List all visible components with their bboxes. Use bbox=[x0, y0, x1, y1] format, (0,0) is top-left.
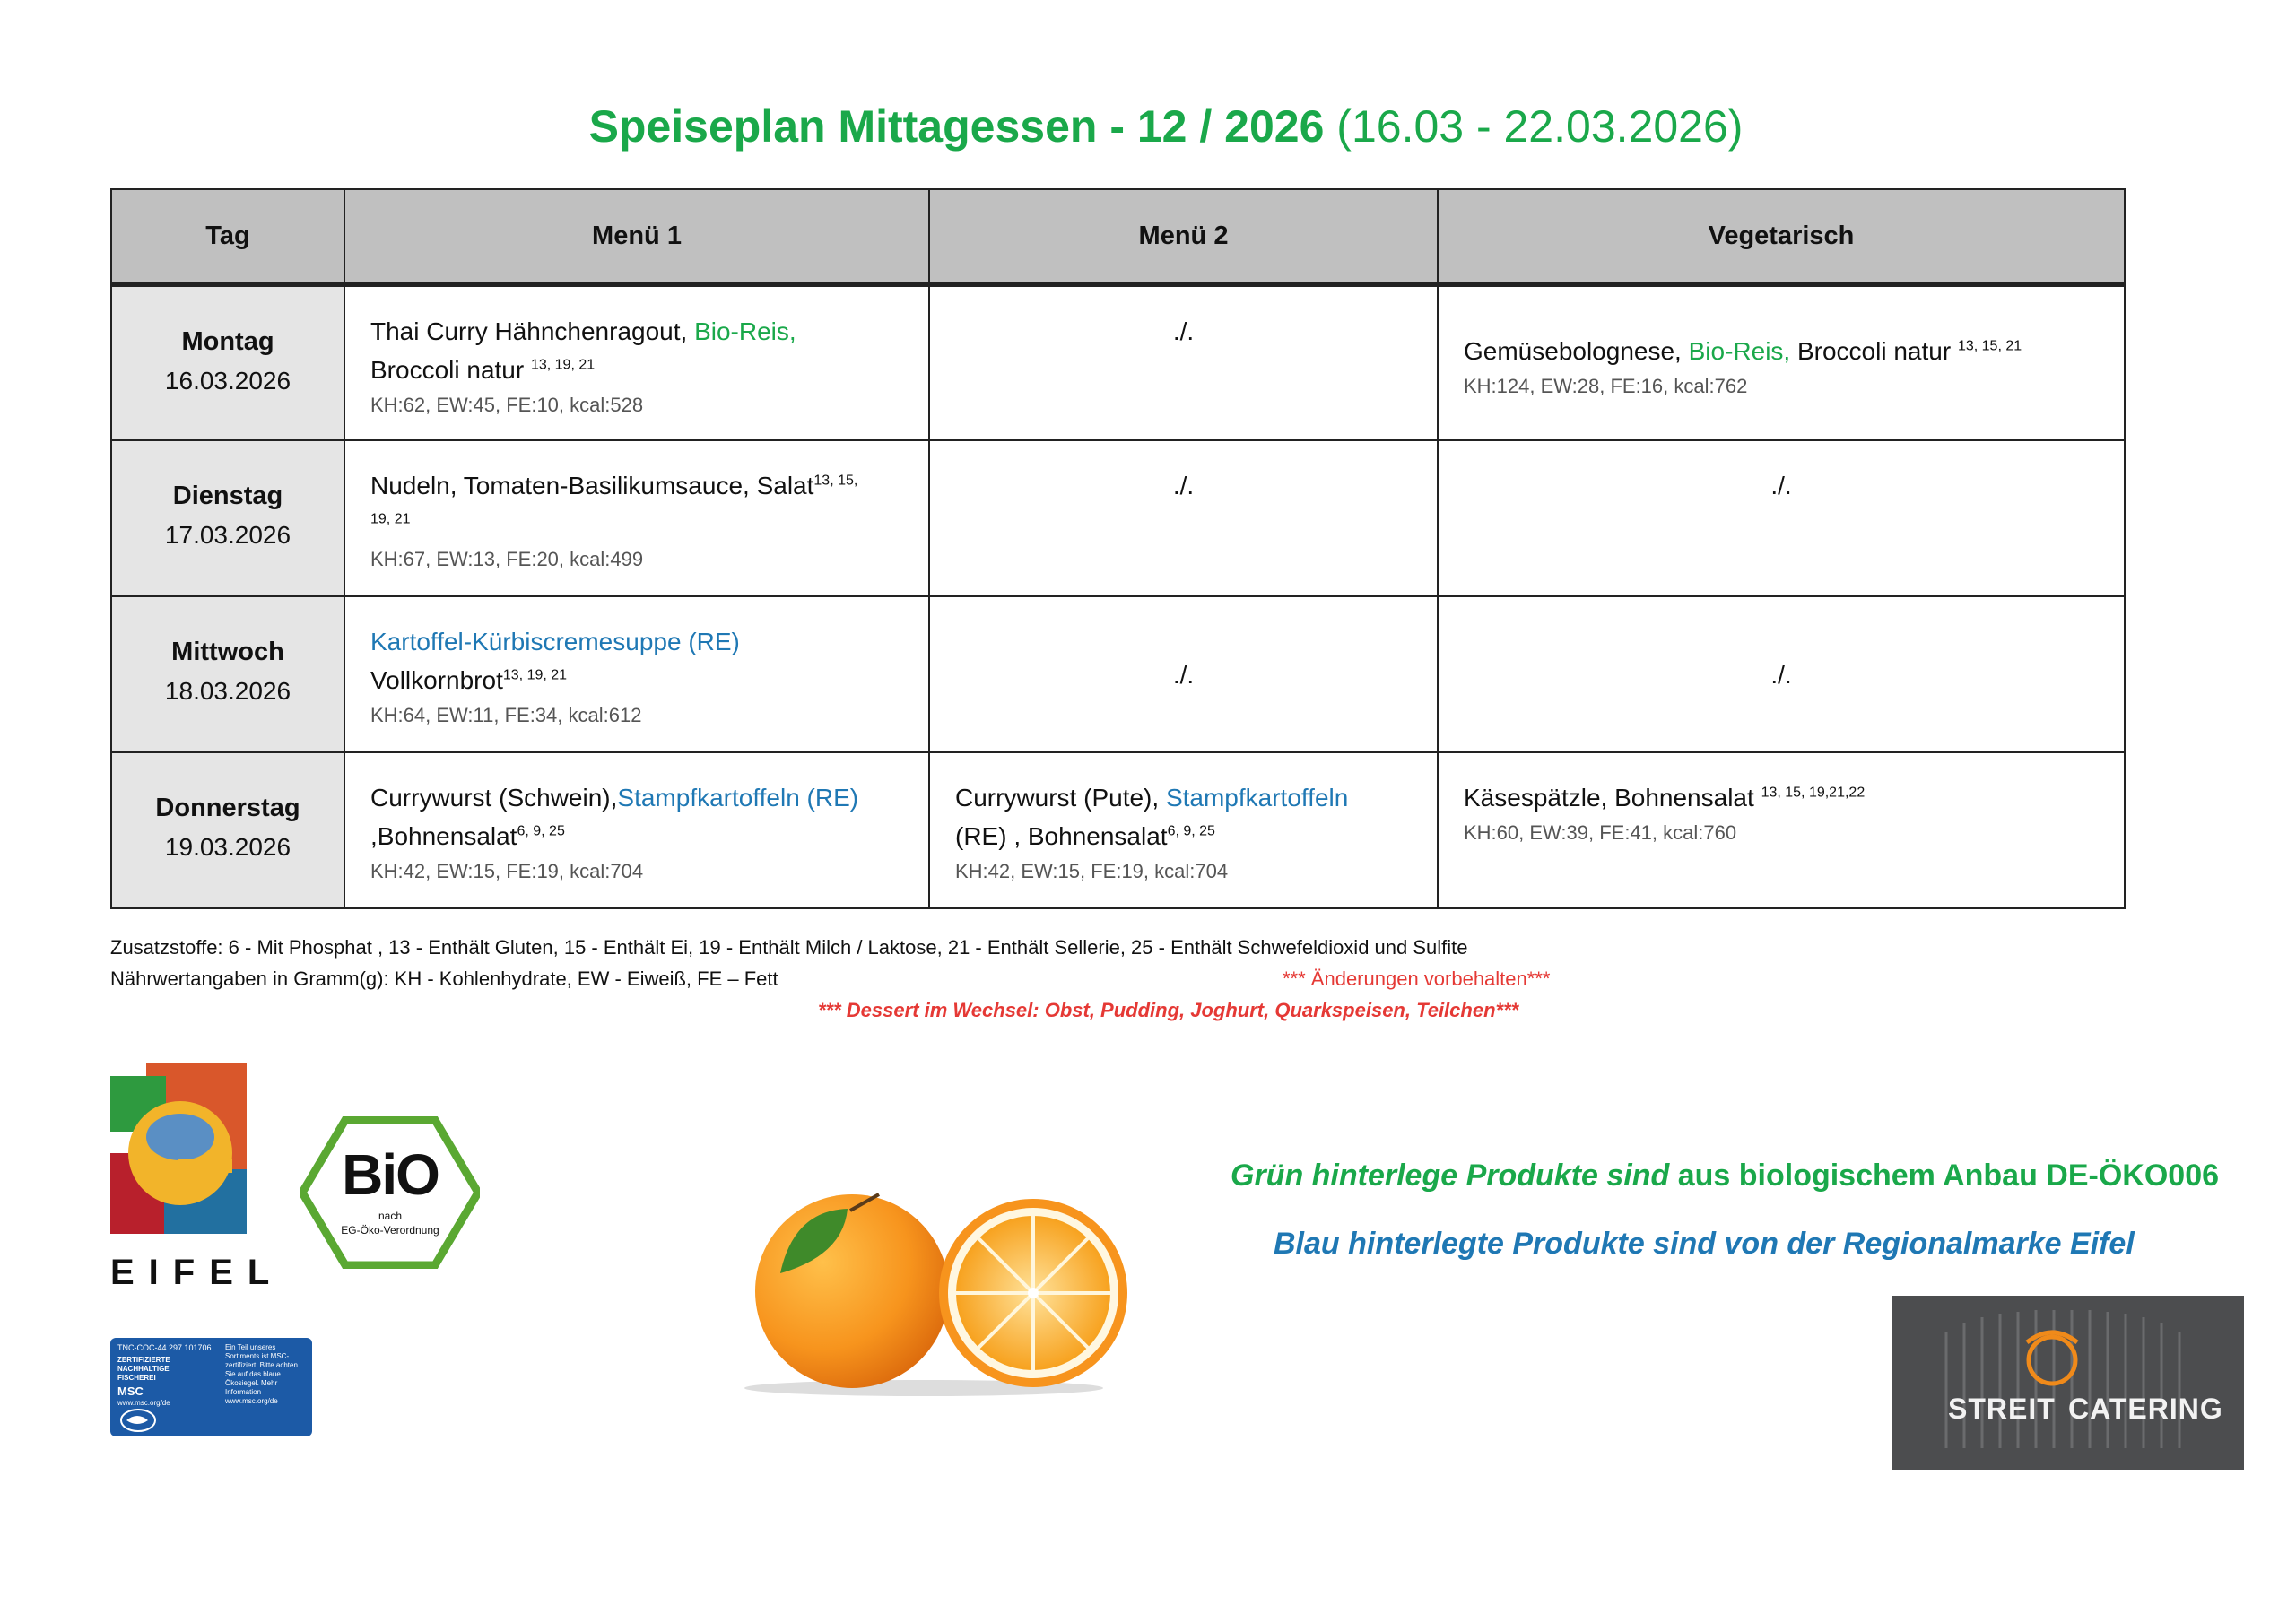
day-name: Mittwoch bbox=[171, 638, 284, 666]
nutrition-info: KH:124, EW:28, FE:16, kcal:762 bbox=[1464, 375, 1748, 397]
nutrition-info: KH:67, EW:13, FE:20, kcal:499 bbox=[370, 548, 644, 570]
header-vegetarian: Vegetarisch bbox=[1438, 189, 2125, 284]
nutrition-note: Nährwertangaben in Gramm(g): KH - Kohlenhydrate, EW - Eiweiß, FE – Fett bbox=[110, 968, 778, 990]
day-date: 17.03.2026 bbox=[164, 521, 291, 549]
dish-text: 19, 21 bbox=[370, 511, 411, 527]
day-name: Donnerstag bbox=[155, 794, 300, 822]
dish-text: Kartoffel-Kürbiscremesuppe (RE) bbox=[370, 628, 740, 655]
streit-text: STREIT bbox=[1948, 1393, 2056, 1425]
day-name: Montag bbox=[181, 327, 274, 356]
eifel-logo bbox=[110, 1063, 284, 1292]
menu2-cell: ./. bbox=[929, 440, 1438, 596]
bio-legend: Grün hinterlege Produkte sind aus biologischem Anbau DE-ÖKO006 bbox=[1231, 1159, 2220, 1193]
table-row bbox=[111, 284, 2125, 440]
msc-brand: MSC bbox=[117, 1384, 144, 1398]
header-menu1: Menü 1 bbox=[344, 189, 929, 284]
table-row bbox=[111, 596, 2125, 752]
msc-code: TNC-COC-44 297 101706 bbox=[117, 1343, 212, 1352]
vegetarian-cell bbox=[1438, 752, 2125, 908]
page-title: Speiseplan Mittagessen - 12 / 2026 (16.03 - 22.03.2026) bbox=[588, 101, 1744, 152]
table-row bbox=[111, 752, 2125, 908]
vegetarian-cell: ./. bbox=[1438, 440, 2125, 596]
dish-text: Thai Curry Hähnchenragout, Bio-Reis, bbox=[370, 317, 796, 345]
catering-text: CATERING bbox=[2068, 1393, 2223, 1425]
header-tag: Tag bbox=[111, 189, 344, 284]
bio-seal bbox=[300, 1116, 480, 1269]
menu1-cell bbox=[344, 440, 929, 596]
streit-catering-pattern bbox=[1892, 1296, 2244, 1470]
dish-text: Gemüsebolognese, Bio-Reis, Broccoli natur $^{13, 15, 21}$ bbox=[1464, 337, 2022, 365]
oranges-illustration bbox=[744, 1175, 1139, 1399]
eifel-logo-text: EIFEL bbox=[110, 1253, 284, 1292]
eifel-logo-graphic bbox=[110, 1063, 254, 1243]
dish-text: (RE) , Bohnensalat$^{6, 9, 25}$ bbox=[955, 822, 1215, 850]
bio-word: BiO bbox=[342, 1142, 439, 1207]
day-cell bbox=[111, 752, 344, 908]
streit-catering-logo bbox=[1892, 1296, 2244, 1470]
msc-fish-icon bbox=[119, 1408, 157, 1433]
msc-left-text: ZERTIFIZIERTE NACHHALTIGE FISCHEREI bbox=[117, 1356, 170, 1382]
vegetarian-cell: ./. bbox=[1438, 596, 2125, 752]
day-cell bbox=[111, 284, 344, 440]
regional-legend: Blau hinterlegte Produkte sind von der Regionalmarke Eifel bbox=[1274, 1227, 2135, 1261]
dessert-note: *** Dessert im Wechsel: Obst, Pudding, Joghurt, Quarkspeisen, Teilchen*** bbox=[818, 999, 1519, 1021]
dish-text: Vollkornbrot$^{13, 19, 21}$ bbox=[370, 666, 568, 694]
menu2-cell: ./. bbox=[929, 284, 1438, 440]
menu-table bbox=[110, 188, 2126, 909]
day-name: Dienstag bbox=[172, 482, 283, 510]
table-row bbox=[111, 440, 2125, 596]
msc-label bbox=[110, 1338, 312, 1436]
menu1-cell bbox=[344, 284, 929, 440]
day-date: 19.03.2026 bbox=[164, 833, 291, 861]
table-header-row bbox=[111, 189, 2125, 284]
nutrition-info: KH:42, EW:15, FE:19, kcal:704 bbox=[370, 860, 644, 882]
menu2-cell: ./. bbox=[929, 596, 1438, 752]
header-menu2: Menü 2 bbox=[929, 189, 1438, 284]
nutrition-info: KH:60, EW:39, FE:41, kcal:760 bbox=[1464, 821, 1737, 844]
orange-icon bbox=[744, 1175, 1139, 1399]
changes-note: *** Änderungen vorbehalten*** bbox=[1283, 968, 1551, 990]
dish-text: Nudeln, Tomaten-Basilikumsauce, Salat$^{13, 15,}$ bbox=[370, 472, 858, 499]
msc-url: www.msc.org/de bbox=[117, 1399, 170, 1407]
nutrition-info: KH:64, EW:11, FE:34, kcal:612 bbox=[370, 704, 642, 726]
msc-right-text: Ein Teil unseres Sortiments ist MSC-zertifiziert. Bitte achten Sie auf das blaue Ökosiegel. Mehr Information www.msc.org/de bbox=[225, 1343, 298, 1405]
additives-note: Zusatzstoffe: 6 - Mit Phosphat , 13 - Enthält Gluten, 15 - Enthält Ei, 19 - Enthält Milch / Laktose, 21 - Enthält Sellerie, 25 - Enthält Schwefeldioxid und Sulfite bbox=[110, 936, 1468, 959]
nutrition-info: KH:42, EW:15, FE:19, kcal:704 bbox=[955, 860, 1229, 882]
menu1-cell bbox=[344, 596, 929, 752]
bio-sub: EG-Öko-Verordnung bbox=[341, 1224, 439, 1237]
menu2-cell bbox=[929, 752, 1438, 908]
bio-sub: nach bbox=[378, 1210, 403, 1222]
dish-text: Broccoli natur $^{13, 19, 21}$ bbox=[370, 356, 596, 384]
dish-text: ,Bohnensalat$^{6, 9, 25}$ bbox=[370, 822, 565, 850]
menu1-cell bbox=[344, 752, 929, 908]
nutrition-info: KH:62, EW:45, FE:10, kcal:528 bbox=[370, 394, 644, 416]
vegetarian-cell bbox=[1438, 284, 2125, 440]
day-cell bbox=[111, 440, 344, 596]
day-cell bbox=[111, 596, 344, 752]
day-date: 16.03.2026 bbox=[164, 367, 291, 395]
dish-text: Käsespätzle, Bohnensalat $^{13, 15, 19,21,22}$ bbox=[1464, 784, 1866, 812]
dish-text: Currywurst (Schwein),Stampfkartoffeln (RE) bbox=[370, 784, 859, 812]
dish-text: Currywurst (Pute), Stampfkartoffeln bbox=[955, 784, 1349, 812]
day-date: 18.03.2026 bbox=[164, 677, 291, 705]
